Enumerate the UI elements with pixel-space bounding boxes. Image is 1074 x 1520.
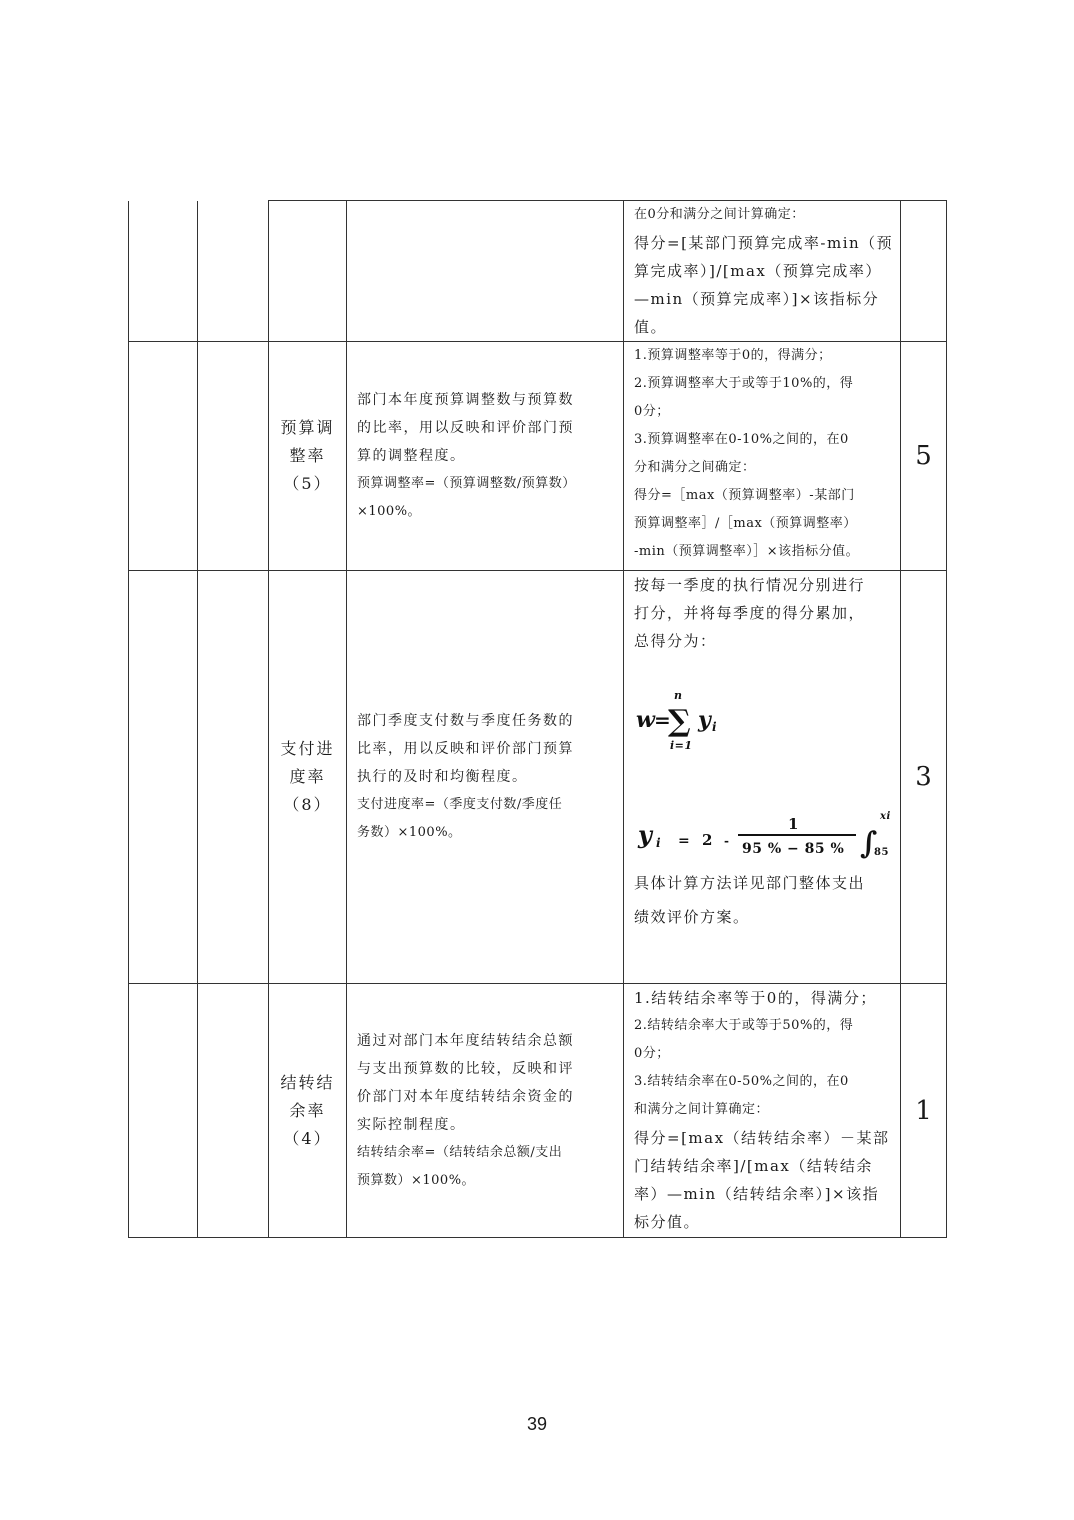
definition-line: 算的调整程度。 xyxy=(357,448,466,464)
standard-line: 2.预算调整率大于或等于10%的，得 xyxy=(634,376,854,391)
scoring-standard-cell xyxy=(624,342,901,571)
score-cell: 1 xyxy=(901,984,947,1238)
formula-y-numerator: 1 xyxy=(788,815,799,833)
formula-y-equals: = xyxy=(678,833,691,849)
table-row xyxy=(129,342,947,571)
standard-line: 总得分为： xyxy=(634,632,717,650)
formula-w-equals: = xyxy=(654,708,672,732)
evaluation-table xyxy=(128,200,947,1238)
category-cell-level2 xyxy=(198,571,269,984)
formula-w-sigma: ∑ xyxy=(668,704,692,739)
indicator-name-line: 整率 xyxy=(289,446,326,465)
score-cell xyxy=(901,201,947,342)
score-cell: 5 xyxy=(901,342,947,571)
standard-line: 0分； xyxy=(634,404,670,419)
definition-line: 的比率，用以反映和评价部门预 xyxy=(357,420,574,436)
standard-line: 2.结转结余率大于或等于50%的，得 xyxy=(634,1018,854,1033)
formula-w-sub: i xyxy=(712,720,718,734)
standard-line: 按每一季度的执行情况分别进行 xyxy=(634,576,866,594)
standard-line: 率）—min（结转结余率）]×该指 xyxy=(634,1185,880,1203)
standard-line: 打分，并将每季度的得分累加， xyxy=(634,604,866,622)
definition-line: 部门季度支付数与季度任务数的 xyxy=(357,713,574,729)
definition-line: 与支出预算数的比较，反映和评 xyxy=(357,1060,574,1077)
page-number: 39 xyxy=(526,1414,548,1434)
indicator-definition-cell xyxy=(347,342,624,571)
indicator-name-line: 度率 xyxy=(289,767,326,786)
category-cell-level1 xyxy=(129,342,198,571)
standard-line: 3.预算调整率在0-10%之间的，在0 xyxy=(634,432,849,447)
definition-line: 支付进度率=（季度支付数/季度任 xyxy=(357,797,563,812)
indicator-definition-cell xyxy=(347,984,624,1238)
formula-y-int-lower: 85 xyxy=(874,847,889,858)
indicator-definition-cell xyxy=(347,201,624,342)
standard-line: 得分=[某部门预算完成率-min（预 xyxy=(634,234,894,252)
indicator-name-cell xyxy=(269,571,347,984)
indicator-name-cell xyxy=(269,984,347,1238)
definition-line: ×100%。 xyxy=(357,504,422,519)
definition-line: 预算调整率=（预算调整数/预算数） xyxy=(357,476,576,491)
formula-y-integral: ∫ xyxy=(860,826,878,861)
definition-line: 实际控制程度。 xyxy=(357,1116,466,1133)
standard-line: 0分； xyxy=(634,1046,670,1061)
scoring-standard-cell xyxy=(624,984,901,1238)
formula-w-lhs: w xyxy=(636,707,656,733)
formula-w-block xyxy=(634,655,894,765)
indicator-name-line: 支付进 xyxy=(280,739,335,758)
formula-y-minus: - xyxy=(724,834,730,848)
standard-line: 1.结转结余率等于0的，得满分； xyxy=(634,989,877,1007)
definition-line: 价部门对本年度结转结余资金的 xyxy=(357,1088,574,1105)
scoring-standard-cell xyxy=(624,571,901,984)
standard-line: 得分=[max（结转结余率）－某部 xyxy=(634,1129,890,1147)
category-cell-level2 xyxy=(198,984,269,1238)
standard-line: 绩效评价方案。 xyxy=(634,908,750,926)
standard-line: 3.结转结余率在0-50%之间的，在0 xyxy=(634,1074,849,1089)
formula-w-upper: n xyxy=(674,689,683,702)
definition-line: 通过对部门本年度结转结余总额 xyxy=(357,1032,574,1049)
definition-line: 部门本年度预算调整数与预算数 xyxy=(357,392,574,408)
definition-line: 预算数）×100%。 xyxy=(357,1172,476,1188)
indicator-name-line: （8） xyxy=(283,795,332,814)
indicator-definition-cell xyxy=(347,571,624,984)
standard-line: 值。 xyxy=(634,318,668,336)
standard-line: 标分值。 xyxy=(634,1213,701,1231)
table-row xyxy=(129,984,947,1238)
formula-y-int-upper: xi xyxy=(880,811,891,822)
formula-w-lower: i=1 xyxy=(670,739,693,752)
standard-line: 和满分之间计算确定： xyxy=(634,1102,770,1117)
standard-line: 预算调整率］/［max（预算调整率） xyxy=(634,516,857,531)
definition-line: 务数）×100%。 xyxy=(357,825,462,840)
formula-y-denominator: 95 % − 85 % xyxy=(742,841,845,857)
standard-line: -min（预算调整率）］×该指标分值。 xyxy=(634,544,860,559)
formula-y-sub: i xyxy=(656,836,662,850)
formula-w xyxy=(634,655,894,765)
indicator-name-line: 预算调 xyxy=(280,418,335,437)
category-cell-level2 xyxy=(198,201,269,342)
definition-line: 执行的及时和均衡程度。 xyxy=(357,769,528,785)
table-row xyxy=(129,571,947,984)
formula-w-term: y xyxy=(698,707,712,733)
score-cell: 3 xyxy=(901,571,947,984)
standard-line: 在0分和满分之间计算确定： xyxy=(634,207,805,222)
category-cell-level1 xyxy=(129,201,198,342)
standard-line: 具体计算方法详见部门整体支出 xyxy=(634,874,866,892)
indicator-name-line: （5） xyxy=(283,474,332,493)
category-cell-level1 xyxy=(129,984,198,1238)
indicator-name-cell xyxy=(269,201,347,342)
table-row xyxy=(129,201,947,342)
indicator-name-line: 余率 xyxy=(289,1100,326,1120)
scoring-standard-cell xyxy=(624,201,901,342)
category-cell-level2 xyxy=(198,342,269,571)
indicator-name-line: 结转结 xyxy=(280,1072,335,1092)
category-cell-level1 xyxy=(129,571,198,984)
definition-line: 结转结余率=（结转结余总额/支出 xyxy=(357,1144,563,1160)
formula-y xyxy=(634,765,902,875)
indicator-name-cell xyxy=(269,342,347,571)
formula-y-two: 2 xyxy=(702,831,713,849)
indicator-name-line: （4） xyxy=(283,1128,332,1148)
standard-line: 1.预算调整率等于0的，得满分； xyxy=(634,348,832,363)
standard-line: 得分=［max（预算调整率）-某部门 xyxy=(634,488,855,503)
standard-line: 分和满分之间确定： xyxy=(634,460,756,475)
definition-line: 比率，用以反映和评价部门预算 xyxy=(357,741,574,757)
standard-line: 算完成率）]/[max（预算完成率） xyxy=(634,262,882,280)
formula-y-lhs: y xyxy=(638,820,653,849)
standard-line: 门结转结余率]/[max（结转结余 xyxy=(634,1157,873,1175)
formula-y-block xyxy=(634,765,894,875)
standard-line: —min（预算完成率）]×该指标分 xyxy=(634,290,880,308)
